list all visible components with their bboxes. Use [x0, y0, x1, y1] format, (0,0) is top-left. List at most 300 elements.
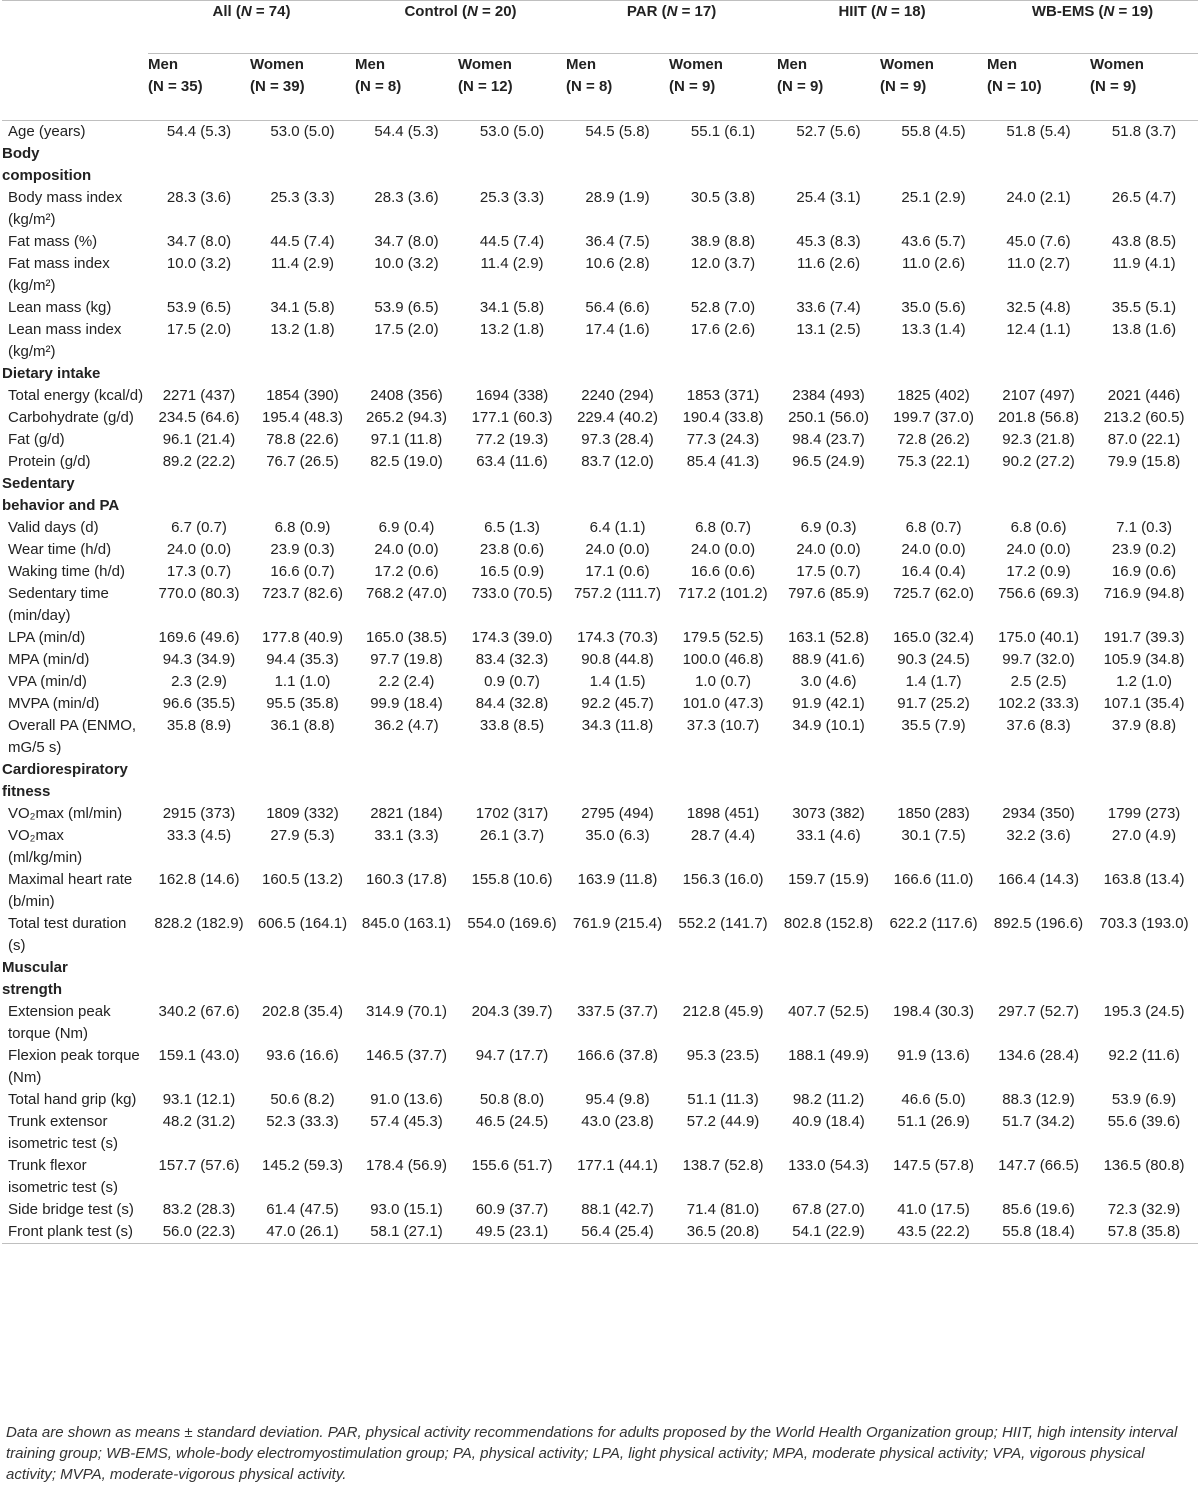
table-cell: 92.2 (45.7): [581, 695, 654, 712]
table-row: [2, 913, 1198, 957]
row-label: [2, 583, 148, 627]
table-cell: 17.5 (0.7): [796, 563, 861, 580]
table-cell: 96.1 (21.4): [162, 431, 236, 448]
table-cell: 1694 (338): [475, 387, 549, 404]
table-cell: 83.4 (32.3): [475, 651, 549, 668]
group-header-control: Control (N = 20): [355, 1, 566, 54]
table-cell: 54.4 (5.3): [374, 123, 439, 140]
row-label-line: Trunk extensor: [8, 1113, 108, 1130]
row-label: [2, 1199, 148, 1221]
table-cell: 17.1 (0.6): [585, 563, 650, 580]
table-cell: 179.5 (52.5): [682, 629, 764, 646]
row-label-line: behavior and PA: [2, 497, 120, 514]
table-cell: 2795 (494): [581, 805, 654, 822]
table-cell: 17.3 (0.7): [166, 563, 232, 580]
section-heading-row: [2, 957, 1198, 1001]
table-cell: 37.3 (10.7): [686, 717, 760, 734]
table-cell: 25.3 (3.3): [479, 189, 545, 206]
table-cell: 202.8 (35.4): [262, 1003, 343, 1020]
table-cell: 147.7 (66.5): [998, 1157, 1079, 1174]
row-label-line: Side bridge test (s): [8, 1201, 134, 1218]
table-row: [2, 517, 1198, 539]
table-cell: 85.4 (41.3): [686, 453, 760, 470]
row-label-line: VPA (min/d): [8, 673, 87, 690]
table-cell: 11.0 (2.7): [1006, 255, 1071, 272]
table-row: [2, 825, 1198, 869]
table-cell: 166.6 (11.0): [893, 871, 974, 888]
table-cell: 1825 (402): [897, 387, 970, 404]
table-cell: 6.9 (0.4): [378, 519, 435, 536]
table-cell: 52.7 (5.6): [796, 123, 861, 140]
table-cell: 97.3 (28.4): [581, 431, 654, 448]
table-cell: 37.9 (8.8): [1111, 717, 1177, 734]
table-cell: 100.0 (46.8): [682, 651, 764, 668]
table-cell: 178.4 (56.9): [366, 1157, 447, 1174]
table-cell: 28.3 (3.6): [166, 189, 232, 206]
table-cell: 10.0 (3.2): [166, 255, 232, 272]
table-cell: 26.5 (4.7): [1111, 189, 1177, 206]
table-cell: 17.2 (0.9): [1006, 563, 1071, 580]
table-cell: 36.5 (20.8): [669, 1221, 777, 1244]
table-cell: 98.2 (11.2): [792, 1091, 865, 1108]
table-cell: 53.0 (5.0): [479, 123, 545, 140]
table-cell: 48.2 (31.2): [162, 1113, 236, 1130]
row-label: [2, 803, 148, 825]
table-cell: 28.9 (1.9): [585, 189, 650, 206]
table-cell: 45.0 (7.6): [1006, 233, 1071, 250]
row-label: [2, 649, 148, 671]
table-cell: 1854 (390): [266, 387, 339, 404]
table-cell: 79.9 (15.8): [1107, 453, 1181, 470]
sex-count: (N = 9): [777, 78, 824, 95]
group-header-wb-ems: WB-EMS (N = 19): [987, 1, 1198, 54]
table-body: [2, 121, 1198, 1244]
table-cell: 51.8 (5.4): [1006, 123, 1071, 140]
table-cell: 88.1 (42.7): [581, 1201, 654, 1218]
table-cell: 2408 (356): [370, 387, 443, 404]
table-row: [2, 407, 1198, 429]
table-cell: 83.7 (12.0): [581, 453, 654, 470]
table-cell: 25.4 (3.1): [796, 189, 861, 206]
table-cell: 177.1 (44.1): [577, 1157, 658, 1174]
table-cell: 147.5 (57.8): [893, 1157, 974, 1174]
table-cell: 35.5 (7.9): [901, 717, 966, 734]
table-cell: 55.8 (18.4): [987, 1221, 1090, 1244]
row-label-line: Dietary intake: [2, 365, 101, 382]
table-footnote: Data are shown as means ± standard deviation. PAR, physical activity recommendations for adults proposed by the World Health Organization group; HIIT, high intensity interval training group; WB-EMS, whole-body electromyostimulation group; PA, physical activity; LPA, light physical activity; MPA, moderate physical activity; VPA, vigorous physical activity; MVPA, moderate-vigorous physical activity.: [6, 1424, 1178, 1483]
row-label: [2, 1045, 148, 1089]
table-cell: 191.7 (39.3): [1103, 629, 1185, 646]
table-cell: 90.3 (24.5): [897, 651, 970, 668]
sex-header-women: [1090, 54, 1198, 121]
sex-label: Men: [148, 56, 178, 73]
table-cell: 56.0 (22.3): [148, 1221, 250, 1244]
table-cell: 25.3 (3.3): [270, 189, 335, 206]
sex-header-men: [987, 54, 1090, 121]
row-label-line: Lean mass index: [8, 321, 122, 338]
table-cell: 91.9 (13.6): [897, 1047, 970, 1064]
table-cell: 768.2 (47.0): [366, 585, 447, 602]
table-row: [2, 1045, 1198, 1089]
row-label-line: Muscular: [2, 959, 68, 976]
table-cell: 10.0 (3.2): [374, 255, 439, 272]
table-cell: 703.3 (193.0): [1099, 915, 1189, 932]
table-cell: 136.5 (80.8): [1103, 1157, 1185, 1174]
table-cell: 95.4 (9.8): [585, 1091, 650, 1108]
table-cell: 95.3 (23.5): [686, 1047, 760, 1064]
sex-header-women: [458, 54, 566, 121]
sex-label: Women: [669, 56, 723, 73]
row-label-line: Flexion peak torque: [8, 1047, 140, 1064]
row-label-line: Fat (g/d): [8, 431, 65, 448]
table-cell: 94.4 (35.3): [266, 651, 339, 668]
table-cell: 55.1 (6.1): [690, 123, 756, 140]
table-cell: 159.7 (15.9): [788, 871, 869, 888]
table-cell: 16.6 (0.6): [690, 563, 756, 580]
table-cell: 83.2 (28.3): [162, 1201, 236, 1218]
table-cell: 156.3 (16.0): [682, 871, 764, 888]
table-cell: 102.2 (33.3): [998, 695, 1079, 712]
table-cell: 190.4 (33.8): [682, 409, 764, 426]
row-label-line: Age (years): [8, 123, 86, 140]
table-cell: 552.2 (141.7): [678, 915, 768, 932]
table-cell: 1850 (283): [897, 805, 970, 822]
sex-count: (N = 8): [566, 78, 613, 95]
row-label-line: Carbohydrate (g/d): [8, 409, 134, 426]
table-cell: 84.4 (32.8): [475, 695, 549, 712]
table-cell: 802.8 (152.8): [783, 915, 874, 932]
table-cell: 16.9 (0.6): [1111, 563, 1177, 580]
sex-header-women: [250, 54, 355, 121]
table-cell: 96.6 (35.5): [162, 695, 236, 712]
table-cell: 2934 (350): [1002, 805, 1075, 822]
sex-count: (N = 9): [1090, 78, 1137, 95]
header-corner-sub: [2, 54, 148, 121]
row-label-line: Total hand grip (kg): [8, 1091, 137, 1108]
row-label-line: Wear time (h/d): [8, 541, 112, 558]
table-cell: 51.7 (34.2): [1002, 1113, 1075, 1130]
table-cell: 165.0 (38.5): [366, 629, 447, 646]
table-cell: 33.1 (4.6): [796, 827, 861, 844]
table-row: [2, 539, 1198, 561]
sex-header-women: [669, 54, 777, 121]
table-cell: 13.8 (1.6): [1111, 321, 1177, 338]
table-cell: 145.2 (59.3): [262, 1157, 343, 1174]
table-cell: 101.0 (47.3): [682, 695, 764, 712]
table-cell: 99.9 (18.4): [370, 695, 443, 712]
header-corner: [2, 1, 148, 54]
sex-count: (N = 39): [250, 78, 305, 95]
row-label: [2, 1089, 148, 1111]
row-label-line: isometric test (s): [8, 1135, 119, 1152]
table-cell: 35.8 (8.9): [166, 717, 232, 734]
table-cell: 40.9 (18.4): [792, 1113, 865, 1130]
table-cell: 175.0 (40.1): [998, 629, 1079, 646]
table-cell: 34.7 (8.0): [374, 233, 439, 250]
table-cell: 756.6 (69.3): [998, 585, 1079, 602]
table-cell: 56.4 (25.4): [566, 1221, 669, 1244]
table-cell: 2240 (294): [581, 387, 654, 404]
row-label: [2, 539, 148, 561]
table-cell: 723.7 (82.6): [262, 585, 343, 602]
row-label: [2, 1155, 148, 1199]
row-label: [2, 1001, 148, 1045]
table-cell: 761.9 (215.4): [572, 915, 663, 932]
table-cell: 314.9 (70.1): [366, 1003, 447, 1020]
table-cell: 24.0 (0.0): [1006, 541, 1071, 558]
table-cell: 13.3 (1.4): [901, 321, 966, 338]
group-header-hiit: HIIT (N = 18): [777, 1, 987, 54]
table-cell: 2915 (373): [162, 805, 236, 822]
table-cell: 6.7 (0.7): [171, 519, 227, 536]
row-label: [2, 121, 148, 144]
table-cell: 33.6 (7.4): [796, 299, 861, 316]
table-cell: 30.5 (3.8): [690, 189, 756, 206]
table-cell: 57.2 (44.9): [686, 1113, 760, 1130]
table-cell: 34.7 (8.0): [166, 233, 232, 250]
row-label-line: Overall PA (ENMO,: [8, 717, 137, 734]
table-row: [2, 693, 1198, 715]
table-cell: 1898 (451): [686, 805, 760, 822]
table-cell: 34.9 (10.1): [792, 717, 865, 734]
table-cell: 36.1 (8.8): [270, 717, 335, 734]
row-label-line: Extension peak: [8, 1003, 111, 1020]
table-cell: 6.9 (0.3): [800, 519, 857, 536]
table-cell: 159.1 (43.0): [158, 1047, 240, 1064]
row-label-line: Body mass index: [8, 189, 123, 206]
table-cell: 6.5 (1.3): [484, 519, 540, 536]
table-cell: 1.1 (1.0): [274, 673, 331, 690]
table-cell: 554.0 (169.6): [467, 915, 557, 932]
table-row: [2, 187, 1198, 231]
table-cell: 47.0 (26.1): [250, 1221, 355, 1244]
row-label-line: (Nm): [8, 1069, 42, 1086]
table-cell: 1853 (371): [686, 387, 760, 404]
table-row: [2, 1089, 1198, 1111]
table-cell: 36.2 (4.7): [374, 717, 439, 734]
table-row: [2, 649, 1198, 671]
table-cell: 85.6 (19.6): [1002, 1201, 1075, 1218]
table-cell: 265.2 (94.3): [366, 409, 447, 426]
table-cell: 88.3 (12.9): [1002, 1091, 1075, 1108]
table-cell: 13.1 (2.5): [796, 321, 861, 338]
table-cell: 23.8 (0.6): [479, 541, 545, 558]
table-cell: 166.4 (14.3): [998, 871, 1079, 888]
table-cell: 30.1 (7.5): [901, 827, 966, 844]
table-cell: 33.3 (4.5): [166, 827, 232, 844]
row-label-line: Fat mass index: [8, 255, 110, 272]
table-cell: 50.6 (8.2): [270, 1091, 335, 1108]
table-row: [2, 803, 1198, 825]
table-cell: 3073 (382): [792, 805, 865, 822]
table-cell: 165.0 (32.4): [893, 629, 974, 646]
table-cell: 87.0 (22.1): [1107, 431, 1181, 448]
row-label: [2, 561, 148, 583]
table-cell: 95.5 (35.8): [266, 695, 339, 712]
table-cell: 49.5 (23.1): [458, 1221, 566, 1244]
table-cell: 2.3 (2.9): [171, 673, 227, 690]
table-row: [2, 253, 1198, 297]
row-label-line: Lean mass (kg): [8, 299, 112, 316]
table-cell: 43.5 (22.2): [880, 1221, 987, 1244]
row-label-line: Total test duration: [8, 915, 127, 932]
table-cell: 53.9 (6.5): [374, 299, 439, 316]
table-cell: 716.9 (94.8): [1103, 585, 1185, 602]
table-cell: 43.6 (5.7): [901, 233, 966, 250]
table-cell: 6.8 (0.7): [695, 519, 751, 536]
table-cell: 204.3 (39.7): [471, 1003, 553, 1020]
table-cell: 163.8 (13.4): [1103, 871, 1185, 888]
table-cell: 105.9 (34.8): [1103, 651, 1185, 668]
group-header-par: PAR (N = 17): [566, 1, 777, 54]
table-cell: 1799 (273): [1107, 805, 1181, 822]
row-label-line: Trunk flexor: [8, 1157, 87, 1174]
table-cell: 12.0 (3.7): [690, 255, 756, 272]
table-row: [2, 297, 1198, 319]
section-heading: [2, 759, 1198, 803]
table-cell: 36.4 (7.5): [585, 233, 650, 250]
section-heading: [2, 473, 1198, 517]
table-cell: 107.1 (35.4): [1103, 695, 1185, 712]
table-cell: 56.4 (6.6): [585, 299, 650, 316]
table-cell: 61.4 (47.5): [266, 1201, 339, 1218]
table-cell: 725.7 (62.0): [893, 585, 974, 602]
table-cell: 17.4 (1.6): [585, 321, 650, 338]
table-cell: 177.8 (40.9): [262, 629, 343, 646]
table-cell: 32.2 (3.6): [1006, 827, 1071, 844]
table-cell: 53.0 (5.0): [270, 123, 335, 140]
table-cell: 234.5 (64.6): [158, 409, 240, 426]
table-cell: 71.4 (81.0): [686, 1201, 760, 1218]
sex-label: Men: [987, 56, 1018, 73]
table-row: [2, 1111, 1198, 1155]
table-row: [2, 1199, 1198, 1221]
table-cell: 188.1 (49.9): [788, 1047, 869, 1064]
row-label-line: fitness: [2, 783, 51, 800]
row-label-line: composition: [2, 167, 92, 184]
table-cell: 155.8 (10.6): [471, 871, 553, 888]
table-cell: 174.3 (70.3): [577, 629, 658, 646]
table-cell: 13.2 (1.8): [479, 321, 545, 338]
sex-header-men: [566, 54, 669, 121]
table-cell: 17.6 (2.6): [690, 321, 756, 338]
table-cell: 16.4 (0.4): [901, 563, 966, 580]
table-cell: 24.0 (0.0): [796, 541, 861, 558]
table-row: [2, 1001, 1198, 1045]
table-cell: 16.6 (0.7): [270, 563, 335, 580]
row-label: [2, 913, 148, 957]
table-cell: 2107 (497): [1002, 387, 1075, 404]
table-cell: 11.6 (2.6): [796, 255, 861, 272]
table-cell: 133.0 (54.3): [788, 1157, 869, 1174]
table-cell: 58.1 (27.1): [355, 1221, 458, 1244]
table-cell: 51.1 (26.9): [897, 1113, 970, 1130]
table-cell: 11.4 (2.9): [270, 255, 335, 272]
table-cell: 213.2 (60.5): [1103, 409, 1185, 426]
row-label: [2, 715, 148, 759]
table-cell: 35.5 (5.1): [1111, 299, 1177, 316]
table-cell: 93.6 (16.6): [266, 1047, 339, 1064]
table-cell: 44.5 (7.4): [270, 233, 335, 250]
row-label-line: torque (Nm): [8, 1025, 89, 1042]
table-cell: 46.5 (24.5): [475, 1113, 549, 1130]
table-cell: 250.1 (56.0): [788, 409, 869, 426]
table-cell: 828.2 (182.9): [154, 915, 244, 932]
table-cell: 90.2 (27.2): [1002, 453, 1075, 470]
section-heading: [2, 143, 1198, 187]
sex-count: (N = 10): [987, 78, 1042, 95]
table-cell: 90.8 (44.8): [581, 651, 654, 668]
row-label: [2, 187, 148, 231]
table-cell: 1809 (332): [266, 805, 339, 822]
row-label: [2, 671, 148, 693]
table-cell: 27.9 (5.3): [270, 827, 335, 844]
table-cell: 10.6 (2.8): [585, 255, 650, 272]
table-cell: 163.9 (11.8): [577, 871, 658, 888]
table-cell: 0.9 (0.7): [484, 673, 540, 690]
table-cell: 717.2 (101.2): [678, 585, 768, 602]
table-cell: 72.3 (32.9): [1107, 1201, 1181, 1218]
section-heading: [2, 957, 1198, 1001]
table-cell: 91.7 (25.2): [897, 695, 970, 712]
row-label: [2, 825, 148, 869]
table-cell: 93.1 (12.1): [162, 1091, 236, 1108]
section-heading-row: [2, 363, 1198, 385]
table-cell: 201.8 (56.8): [998, 409, 1079, 426]
table-row: [2, 319, 1198, 363]
table-cell: 177.1 (60.3): [471, 409, 553, 426]
table-cell: 25.1 (2.9): [901, 189, 966, 206]
table-cell: 43.0 (23.8): [581, 1113, 654, 1130]
row-label: [2, 297, 148, 319]
table-cell: 160.5 (13.2): [262, 871, 343, 888]
section-heading-row: [2, 759, 1198, 803]
table-cell: 892.5 (196.6): [993, 915, 1084, 932]
table-cell: 94.7 (17.7): [475, 1047, 549, 1064]
table-cell: 16.5 (0.9): [479, 563, 545, 580]
table-cell: 88.9 (41.6): [792, 651, 865, 668]
sex-label: Women: [1090, 56, 1144, 73]
table-cell: 23.9 (0.3): [270, 541, 335, 558]
table-cell: 67.8 (27.0): [792, 1201, 865, 1218]
section-heading-row: [2, 143, 1198, 187]
table-cell: 94.3 (34.9): [162, 651, 236, 668]
table-cell: 51.1 (11.3): [687, 1091, 759, 1108]
row-label-line: (kg/m²): [8, 211, 56, 228]
sex-count: (N = 12): [458, 78, 513, 95]
table-cell: 54.5 (5.8): [585, 123, 650, 140]
table-cell: 163.1 (52.8): [788, 629, 869, 646]
table-cell: 17.5 (2.0): [166, 321, 232, 338]
table-row: [2, 429, 1198, 451]
table-cell: 138.7 (52.8): [682, 1157, 764, 1174]
table-cell: 155.6 (51.7): [471, 1157, 553, 1174]
table-cell: 845.0 (163.1): [361, 915, 452, 932]
table-cell: 52.3 (33.3): [266, 1113, 339, 1130]
table-cell: 55.6 (39.6): [1107, 1113, 1181, 1130]
table-cell: 77.2 (19.3): [475, 431, 549, 448]
row-label: [2, 693, 148, 715]
row-label-line: Protein (g/d): [8, 453, 91, 470]
row-label-line: strength: [2, 981, 62, 998]
table-row: [2, 121, 1198, 144]
row-label: [2, 869, 148, 913]
row-label: [2, 407, 148, 429]
table-row: [2, 231, 1198, 253]
group-header-all: All (N = 74): [148, 1, 355, 54]
row-label-line: isometric test (s): [8, 1179, 119, 1196]
row-label-line: Sedentary time: [8, 585, 109, 602]
